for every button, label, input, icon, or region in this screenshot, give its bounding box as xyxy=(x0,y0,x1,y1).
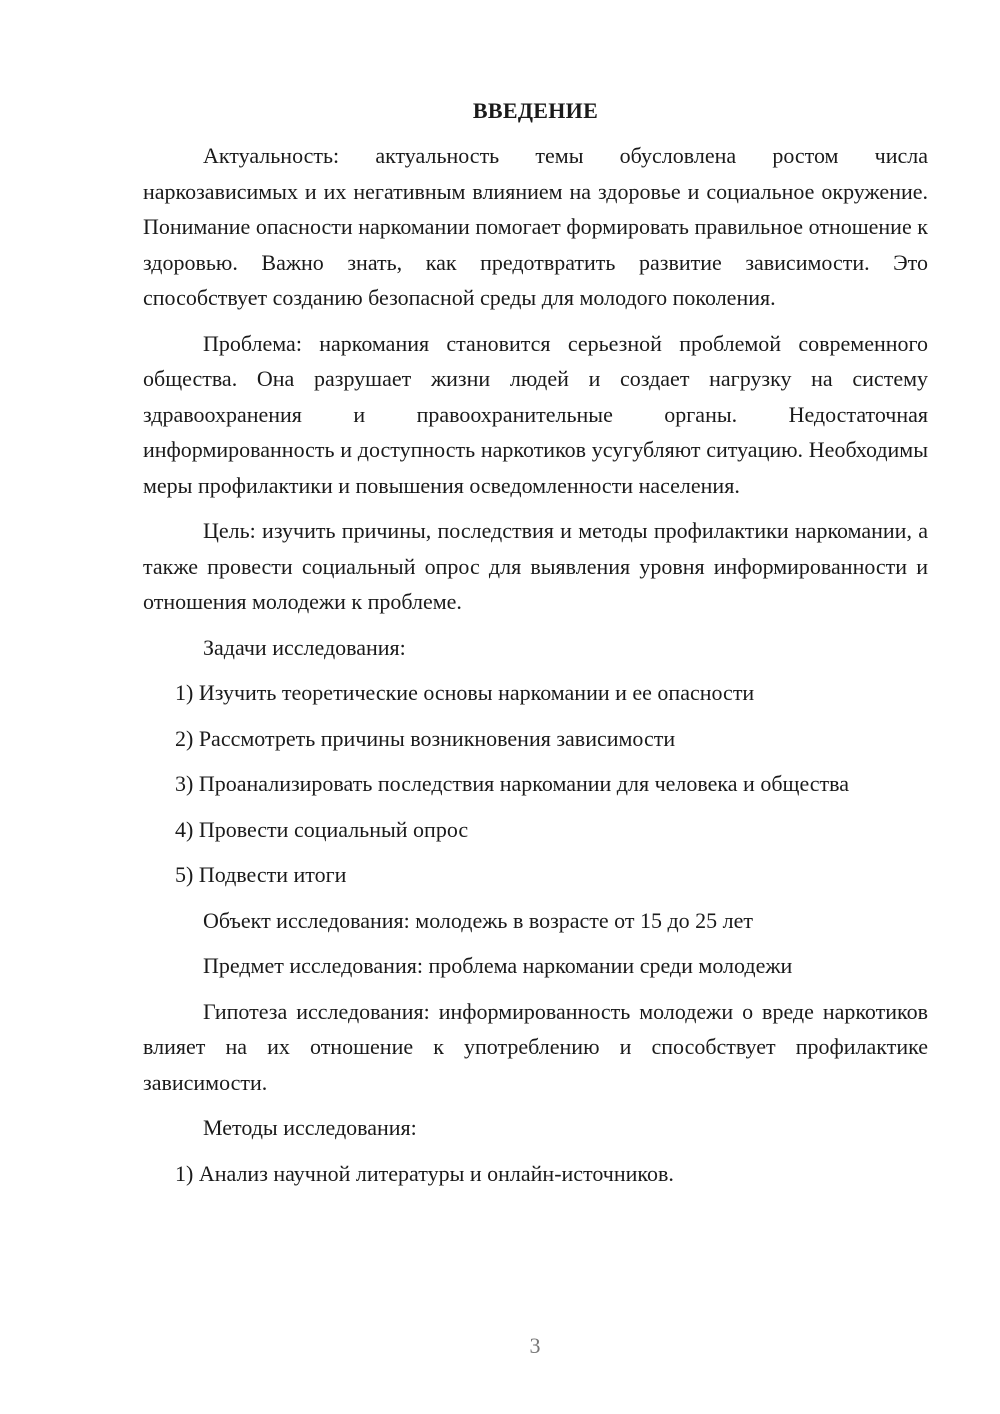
method-item: 1) Анализ научной литературы и онлайн-источников. xyxy=(175,1160,674,1186)
task-item: 5) Подвести итоги xyxy=(175,862,347,887)
hypothesis-paragraph: Гипотеза исследования: информированность молодежи о вреде наркотиков влияет на их отношение к употреблению и способствует профилактике зависимости. xyxy=(143,998,928,1095)
page-title: ВВЕДЕНИЕ xyxy=(472,98,599,123)
tasks-heading: Задачи исследования: xyxy=(203,634,406,660)
problem-paragraph: Проблема: наркомания становится серьезной проблемой современного общества. Она разрушает жизни людей и создает нагрузку на систему здравоохранения и правоохранительные органы. Недостаточная информированность и доступность наркотиков усугубляют ситуацию. Необходимы меры профилактики и повышения осведомленности населения. xyxy=(143,330,928,498)
research-subject: Предмет исследования: проблема наркомании среди молодежи xyxy=(203,953,793,978)
goal-paragraph: Цель: изучить причины, последствия и методы профилактики наркомании, а также провести социальный опрос для выявления уровня информированности и отношения молодежи к проблеме. xyxy=(143,518,928,614)
research-object: Объект исследования: молодежь в возрасте от 15 до 25 лет xyxy=(203,907,754,933)
page-number: 3 xyxy=(529,1333,541,1358)
page-content xyxy=(143,96,928,1201)
task-item: 2) Рассмотреть причины возникновения зависимости xyxy=(175,725,676,751)
task-item: 3) Проанализировать последствия наркомании для человека и общества xyxy=(175,771,850,796)
methods-heading: Методы исследования: xyxy=(203,1115,417,1140)
task-item: 4) Провести социальный опрос xyxy=(175,816,469,842)
relevance-paragraph: Актуальность: актуальность темы обусловлена ростом числа наркозависимых и их негативным влиянием на здоровье и социальное окружение. Понимание опасности наркомании помогает формировать правильное отношение к здоровью. Важно знать, как предотвратить развитие зависимости. Это способствует созданию безопасной среды для молодого поколения. xyxy=(143,143,928,310)
task-item: 1) Изучить теоретические основы наркомании и ее опасности xyxy=(175,680,755,705)
